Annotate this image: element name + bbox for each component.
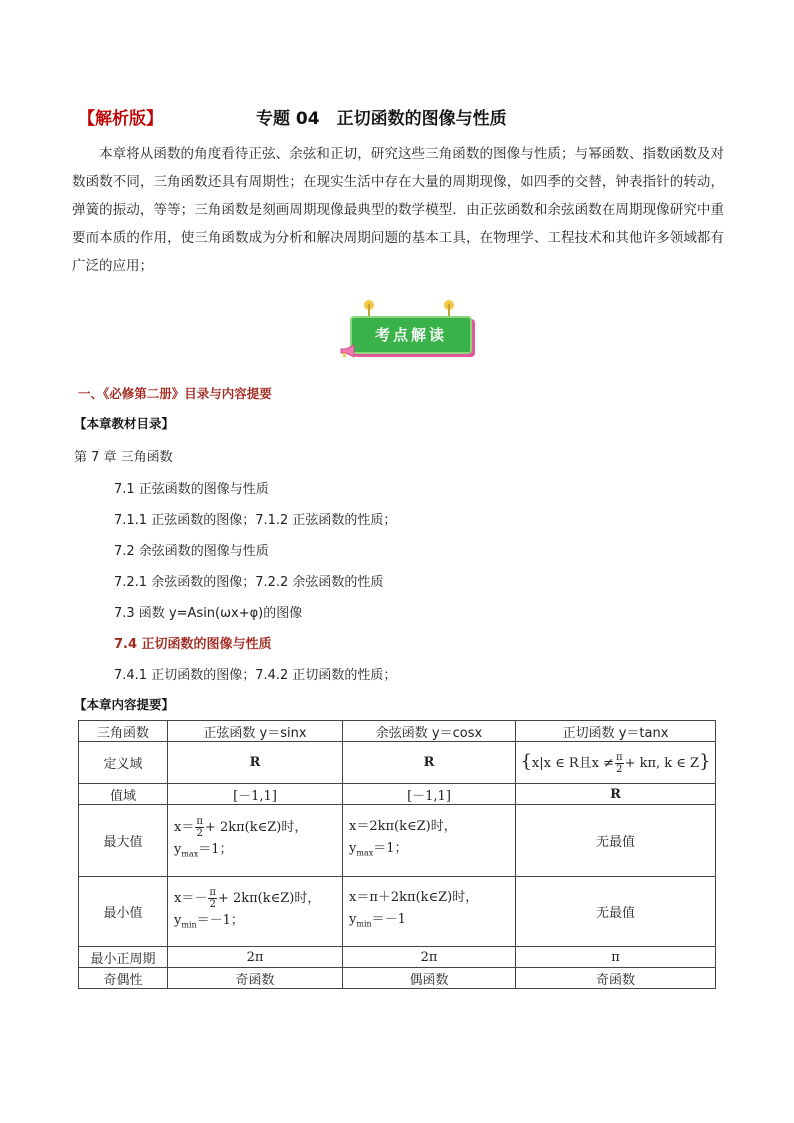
header-cell: 余弦函数 y＝cosx (343, 721, 516, 742)
header-cell: 三角函数 (79, 721, 168, 742)
row-label: 最小值 (79, 877, 168, 947)
table-cell (168, 877, 343, 947)
table-cell: 无最值 (516, 877, 716, 947)
y-subscript: max (181, 849, 199, 859)
row-label: 最大值 (79, 805, 168, 877)
table-cell (343, 805, 516, 877)
megaphone-icon (340, 344, 356, 358)
page-title: 专题 04 正切函数的图像与性质 (256, 109, 507, 129)
table-row (79, 877, 716, 947)
table-row (79, 968, 716, 989)
min-value (349, 909, 511, 936)
version-tag: 【解析版】 (78, 109, 163, 129)
table-cell: 奇函数 (516, 968, 716, 989)
y-value: ＝－1； (196, 912, 244, 928)
table-cell (168, 805, 343, 877)
table-row (79, 805, 716, 877)
chapter-title: 第 7 章 三角函数 (74, 450, 173, 465)
table-cell: 2π (168, 947, 343, 968)
table-row (79, 947, 716, 968)
properties-table (78, 720, 716, 989)
fraction-numerator: π (209, 886, 216, 898)
brace-open-icon: { (520, 750, 532, 772)
table-cell: R (516, 784, 716, 805)
max-value (174, 839, 338, 866)
condition-suffix: + 2kπ(k∈Z)时， (204, 819, 308, 835)
table-row (79, 742, 716, 784)
table-cell: π (516, 947, 716, 968)
y-symbol: y (174, 841, 182, 857)
toc-item: 7.1.1 正弦函数的图像；7.1.2 正弦函数的性质； (114, 513, 397, 528)
table-cell (516, 742, 716, 784)
y-subscript: min (356, 919, 372, 929)
table-cell: R (343, 742, 516, 784)
table-cell (343, 877, 516, 947)
section-heading: 一、《必修第二册》目录与内容提要 (78, 386, 272, 401)
header-cell: 正切函数 y＝tanx (516, 721, 716, 742)
y-symbol: y (174, 912, 182, 928)
min-condition (174, 887, 338, 910)
fraction-numerator: π (615, 751, 623, 763)
y-value: ＝－1 (371, 912, 406, 928)
title-row (78, 104, 718, 130)
y-value: ＝1； (373, 841, 408, 857)
table-cell: [－1,1] (343, 784, 516, 805)
toc-heading: 【本章教材目录】 (74, 416, 175, 431)
summary-heading: 【本章内容提要】 (74, 697, 175, 712)
toc-item: 7.1 正弦函数的图像与性质 (114, 482, 269, 497)
toc-item: 7.3 函数 y=Asin(ωx+φ)的图像 (114, 606, 303, 621)
header-cell: 正弦函数 y＝sinx (168, 721, 343, 742)
fraction-numerator: π (196, 815, 203, 827)
table-row (79, 784, 716, 805)
table-cell: 奇函数 (168, 968, 343, 989)
fraction (615, 752, 624, 775)
brace-close-icon: } (699, 750, 711, 772)
condition-prefix: x＝ (174, 819, 195, 835)
toc-item: 7.2.1 余弦函数的图像；7.2.2 余弦函数的性质 (114, 575, 384, 590)
row-label: 定义域 (79, 742, 168, 784)
domain-set-prefix: x|x ∈ R且x ≠ (531, 755, 614, 771)
min-value (174, 910, 338, 937)
condition-prefix: x＝－ (174, 890, 208, 906)
row-label: 值域 (79, 784, 168, 805)
toc-item: 7.2 余弦函数的图像与性质 (114, 544, 269, 559)
table-cell: 2π (343, 947, 516, 968)
condition-suffix: + 2kπ(k∈Z)时， (217, 890, 321, 906)
key-points-badge (340, 304, 472, 366)
fraction-denominator: 2 (616, 763, 623, 775)
domain-set-suffix: + kπ, k ∈ Z (624, 755, 700, 771)
max-value (349, 838, 511, 865)
y-subscript: min (181, 920, 197, 930)
row-label: 最小正周期 (79, 947, 168, 968)
y-subscript: max (356, 848, 374, 858)
toc-item: 7.4.1 正切函数的图像；7.4.2 正切函数的性质； (114, 668, 397, 683)
badge-label: 考点解读 (350, 316, 472, 354)
fraction-denominator: 2 (209, 898, 216, 910)
table-cell: [－1,1] (168, 784, 343, 805)
max-condition (174, 816, 338, 839)
max-condition: x＝2kπ(k∈Z)时， (349, 819, 457, 835)
fraction (208, 887, 217, 910)
y-symbol: y (349, 841, 357, 857)
table-cell: R (168, 742, 343, 784)
fraction (195, 816, 204, 839)
table-cell: 无最值 (516, 805, 716, 877)
table-cell: 偶函数 (343, 968, 516, 989)
intro-paragraph: 本章将从函数的角度看待正弦、余弦和正切，研究这些三角函数的图像与性质；与幂函数、指数函数及对数函数不同，三角函数还具有周期性；在现实生活中存在大量的周期现像，如四季的交替，钟表指针的转动，弹簧的振动，等等；三角函数是刻画周期现像最典型的数学模型．由正弦函数和余弦函数在周期现像研究中重要而本质的作用，使三角函数成为分析和解决周期问题的基本工具，在物理学、工程技术和其他许多领域都有广泛的应用； (72, 146, 724, 274)
y-symbol: y (349, 912, 357, 928)
min-condition: x＝π＋2kπ(k∈Z)时， (349, 890, 479, 906)
y-value: ＝1； (198, 841, 233, 857)
fraction-denominator: 2 (196, 827, 203, 839)
table-header-row (79, 721, 716, 742)
row-label: 奇偶性 (79, 968, 168, 989)
toc-item-current: 7.4 正切函数的图像与性质 (114, 637, 272, 652)
